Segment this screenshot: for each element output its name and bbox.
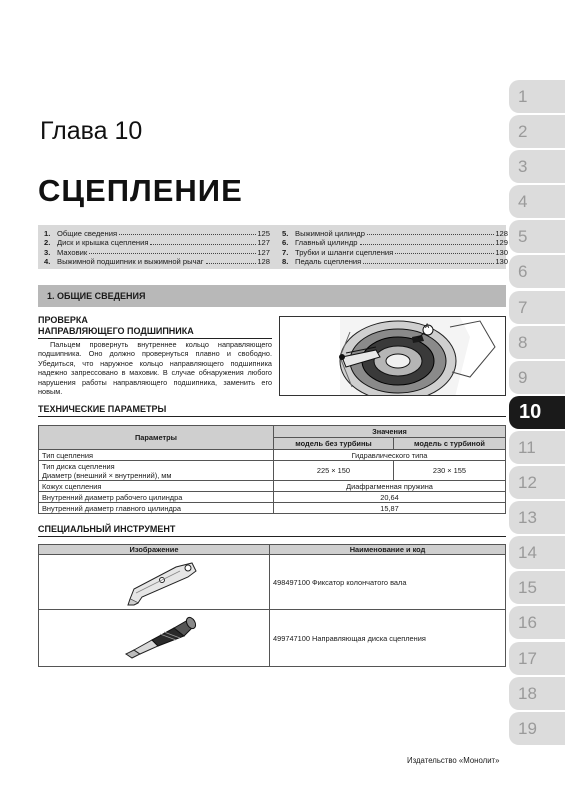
toc-number: 2.	[44, 238, 51, 248]
toc-page: 125	[257, 229, 270, 238]
tools-heading-rule	[38, 536, 506, 537]
col-header-values: Значения	[274, 426, 506, 438]
table-row	[39, 492, 506, 503]
tools-heading: СПЕЦИАЛЬНЫЙ ИНСТРУМЕНТ	[38, 524, 176, 534]
toc-number: 1.	[44, 229, 51, 238]
chapter-tab-6[interactable]: 6	[509, 255, 565, 288]
toc-title: Главный цилиндр	[295, 238, 358, 248]
chapter-tab-12[interactable]: 12	[509, 466, 565, 499]
toc-entry[interactable]	[44, 248, 270, 257]
toc-title: Трубки и шланги сцепления	[295, 247, 394, 257]
toc-title: Выжимной подшипник и выжимной рычаг	[57, 257, 204, 267]
pilot-bearing-figure	[279, 316, 506, 396]
col-header-turbo: модель с турбиной	[393, 438, 505, 450]
chapter-tab-13[interactable]: 13	[509, 501, 565, 534]
value-cell: 15,87	[274, 503, 506, 514]
table-row	[39, 555, 506, 610]
chapter-number: Глава 10	[40, 117, 143, 145]
toc-page: 128	[495, 229, 508, 238]
col-header-params: Параметры	[39, 426, 274, 450]
toc-title: Педаль сцепления	[295, 257, 362, 267]
toc-entry[interactable]	[282, 257, 508, 266]
tool-name-cell: 498497100 Фиксатор колончатого вала	[270, 555, 506, 610]
col-header-no-turbo: модель без турбины	[274, 438, 394, 450]
col-header-name: Наименование и код	[270, 545, 506, 555]
table-row	[39, 610, 506, 667]
toc-page: 127	[257, 238, 270, 248]
toc-page: 128	[257, 257, 270, 267]
chapter-tab-10-active[interactable]: 10	[509, 396, 565, 429]
value-cell: Гидравлического типа	[274, 450, 506, 461]
publisher-footer: Издательство «Монолит»	[407, 756, 500, 765]
section-heading: 1. ОБЩИЕ СВЕДЕНИЯ	[38, 285, 506, 307]
clutch-disc-guide-icon	[42, 610, 266, 664]
toc-page: 129	[495, 238, 508, 248]
tool-image-cell	[39, 610, 270, 667]
toc-leader	[89, 248, 256, 254]
chapter-title: СЦЕПЛЕНИЕ	[38, 173, 243, 208]
subheading-rule	[38, 338, 272, 339]
toc-number: 5.	[282, 229, 289, 238]
figure-callout-label: A	[425, 324, 430, 330]
param-line: Диаметр (внешний × внутренний), мм	[42, 470, 172, 480]
param-cell: Внутренний диаметр рабочего цилиндра	[39, 492, 274, 503]
tech-parameters-table	[38, 425, 506, 514]
chapter-tab-16[interactable]: 16	[509, 606, 565, 639]
chapter-tab-3[interactable]: 3	[509, 150, 565, 183]
table-of-contents	[38, 225, 506, 269]
chapter-tab-2[interactable]: 2	[509, 115, 565, 148]
chapter-tab-9[interactable]: 9	[509, 361, 565, 394]
toc-page: 130	[495, 257, 508, 267]
value-cell: 225 × 150	[274, 461, 394, 481]
subheading-line: ПРОВЕРКА	[38, 315, 88, 325]
toc-leader	[150, 238, 256, 244]
toc-number: 3.	[44, 247, 51, 257]
toc-entry[interactable]	[282, 238, 508, 247]
toc-title: Общие сведения	[57, 229, 118, 238]
param-cell	[39, 461, 274, 481]
toc-entry[interactable]	[44, 238, 270, 247]
toc-title: Маховик	[57, 247, 88, 257]
chapter-tab-14[interactable]: 14	[509, 536, 565, 569]
toc-number: 4.	[44, 257, 51, 267]
chapter-tab-11[interactable]: 11	[509, 431, 565, 464]
chapter-tab-19[interactable]: 19	[509, 712, 565, 745]
chapter-tab-17[interactable]: 17	[509, 642, 565, 675]
toc-leader	[360, 238, 495, 244]
subheading-line: НАПРАВЛЯЮЩЕГО ПОДШИПНИКА	[38, 326, 194, 336]
chapter-tab-7[interactable]: 7	[509, 291, 565, 324]
param-line: Тип диска сцепления	[42, 461, 115, 471]
chapter-tab-15[interactable]: 15	[509, 571, 565, 604]
flywheel-bearing-illustration	[280, 317, 506, 396]
chapter-tab-1[interactable]: 1	[509, 80, 565, 113]
special-tools-table	[38, 544, 506, 667]
value-cell: 20,64	[274, 492, 506, 503]
chapter-tab-18[interactable]: 18	[509, 677, 565, 710]
toc-number: 6.	[282, 238, 289, 248]
toc-entry[interactable]	[282, 229, 508, 238]
table-row	[39, 461, 506, 481]
toc-leader	[363, 257, 494, 263]
tech-heading: ТЕХНИЧЕСКИЕ ПАРАМЕТРЫ	[38, 404, 167, 414]
toc-entry[interactable]	[282, 248, 508, 257]
param-cell: Кожух сцепления	[39, 481, 274, 492]
toc-page: 127	[257, 247, 270, 257]
param-cell: Тип сцепления	[39, 450, 274, 461]
toc-leader	[119, 229, 256, 235]
chapter-tab-5[interactable]: 5	[509, 220, 565, 253]
toc-title: Диск и крышка сцепления	[57, 238, 149, 248]
chapter-tabs	[509, 80, 565, 747]
value-cell: 230 × 155	[393, 461, 505, 481]
toc-leader	[367, 229, 494, 235]
tool-image-cell	[39, 555, 270, 610]
toc-leader	[206, 257, 257, 263]
toc-title: Выжимной цилиндр	[295, 229, 365, 238]
toc-number: 8.	[282, 257, 289, 267]
table-row	[39, 481, 506, 492]
toc-entry[interactable]	[44, 257, 270, 266]
table-row	[39, 450, 506, 461]
toc-column-left	[44, 229, 270, 267]
toc-number: 7.	[282, 247, 289, 257]
tool-name-cell: 499747100 Направляющая диска сцепления	[270, 610, 506, 667]
body-paragraph: Пальцем провернуть внутреннее кольцо направляющего подшипника. Оно должно провернуться плавно и свободно. Убедиться, что наружное кольцо направляющего подшипника надежно запрессовано в маховик. В случае обнаружения любого нарушения работы направляющего подшипника, заменить его новым.	[38, 340, 272, 397]
tech-heading-rule	[38, 416, 506, 417]
chapter-tab-4[interactable]: 4	[509, 185, 565, 218]
col-header-image: Изображение	[39, 545, 270, 555]
flywheel-lock-tool-icon	[42, 555, 266, 607]
value-cell: Диафрагменная пружина	[274, 481, 506, 492]
chapter-tab-8[interactable]: 8	[509, 326, 565, 359]
param-cell: Внутренний диаметр главного цилиндра	[39, 503, 274, 514]
toc-page: 130	[495, 247, 508, 257]
toc-leader	[395, 248, 494, 254]
toc-column-right	[282, 229, 508, 267]
toc-entry[interactable]	[44, 229, 270, 238]
table-row	[39, 503, 506, 514]
